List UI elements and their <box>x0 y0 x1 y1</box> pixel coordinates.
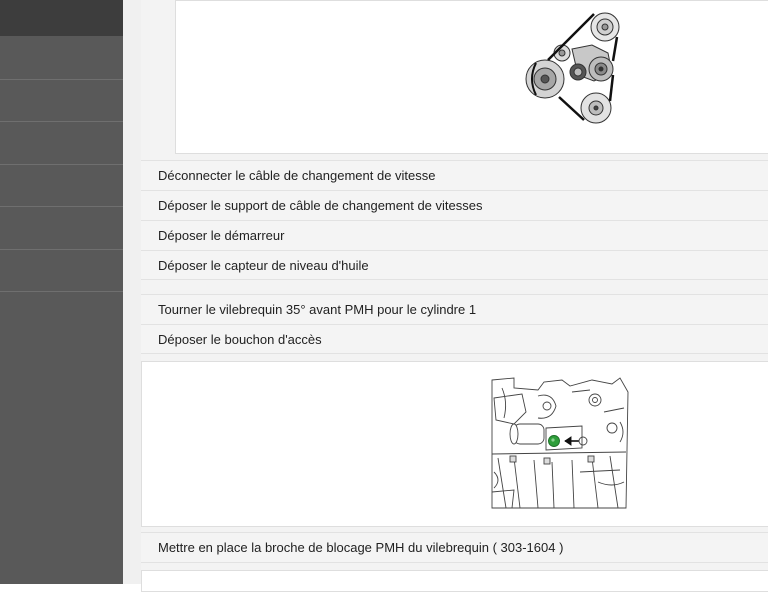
procedure-step <box>141 190 768 220</box>
step-text: Tourner le vilebrequin 35° avant PMH pour le cylindre 1 <box>158 302 477 317</box>
step-text: Déposer le support de câble de changement de vitesses <box>158 198 483 213</box>
crankshaft-access-plug-illustration <box>142 362 768 526</box>
procedure-step <box>141 160 768 190</box>
step-text: Déposer le démarreur <box>158 228 285 243</box>
procedure-step <box>141 324 768 354</box>
step-text: Déposer le capteur de niveau d'huile <box>158 258 369 273</box>
belt-routing-illustration <box>176 1 768 153</box>
sidebar-item[interactable] <box>0 291 123 292</box>
sidebar-item[interactable] <box>0 249 123 250</box>
sidebar-item[interactable] <box>0 206 123 207</box>
procedure-step <box>141 250 768 280</box>
sidebar-header <box>0 0 123 36</box>
content-gutter <box>123 0 141 584</box>
sidebar-item[interactable] <box>0 164 123 165</box>
procedure-step <box>141 220 768 250</box>
sidebar-item[interactable] <box>0 79 123 80</box>
step-text: Déposer le bouchon d'accès <box>158 332 322 347</box>
next-figure-panel <box>141 570 768 592</box>
sidebar <box>0 0 123 584</box>
engine-figure-panel <box>141 361 768 527</box>
step-text: Mettre en place la broche de blocage PMH du vilebrequin ( 303-1604 ) <box>158 540 564 555</box>
belt-figure-panel <box>175 0 768 154</box>
step-text: Déconnecter le câble de changement de vitesse <box>158 168 436 183</box>
sidebar-item[interactable] <box>0 121 123 122</box>
procedure-step <box>141 294 768 324</box>
procedure-step <box>141 532 768 563</box>
